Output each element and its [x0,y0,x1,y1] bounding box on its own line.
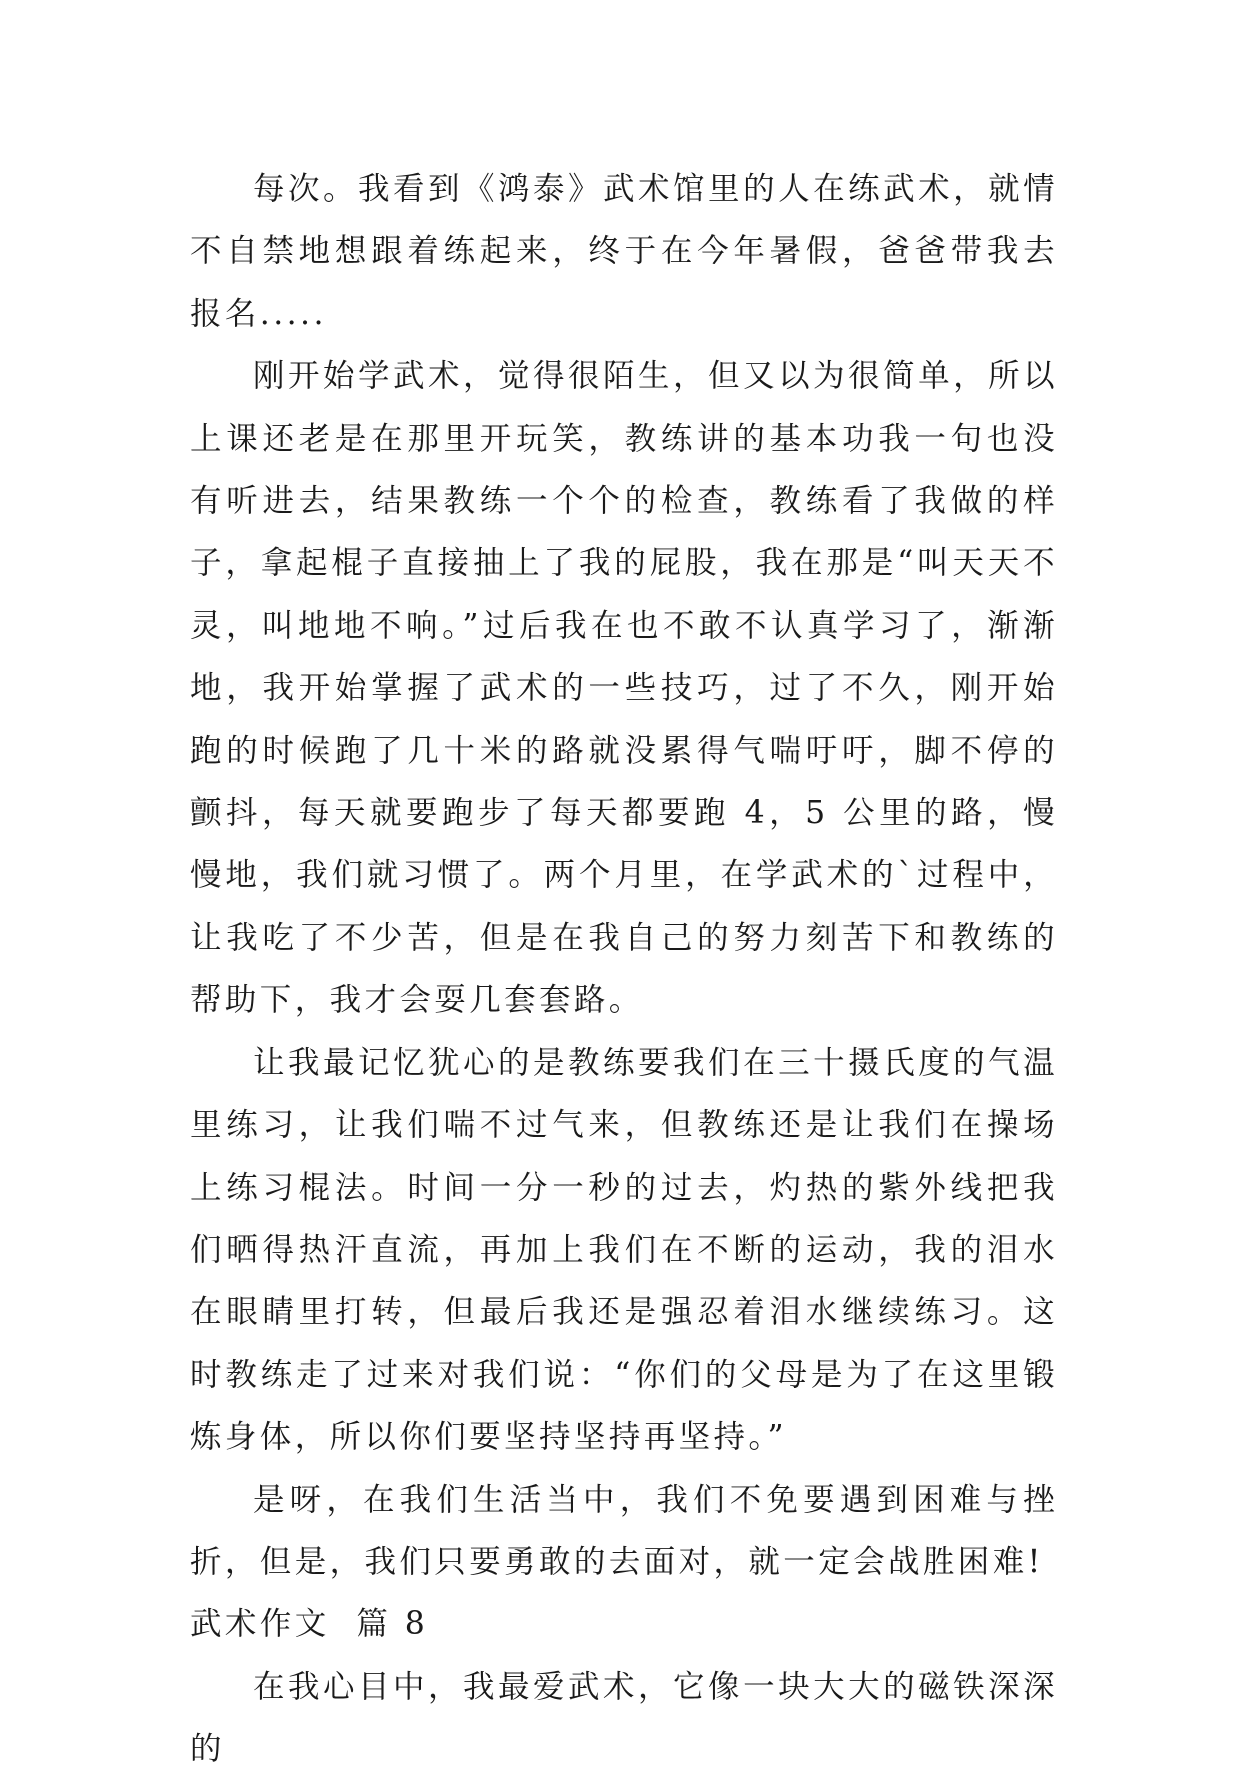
document-body [190,158,1058,1781]
paragraph-3: 让我最记忆犹心的是教练要我们在三十摄氏度的气温里练习，让我们喘不过气来，但教练还是让我们在操场上练习棍法。时间一分一秒的过去，灼热的紫外线把我们晒得热汗直流，再加上我们在不断的运动，我的泪水在眼睛里打转，但最后我还是强忍着泪水继续练习。这时教练走了过来对我们说：“你们的父母是为了在这里锻炼身体，所以你们要坚持坚持再坚持。” [190,1044,1058,1456]
paragraph-4: 是呀，在我们生活当中，我们不免要遇到困难与挫折，但是，我们只要勇敢的去面对，就一定会战胜困难! [190,1481,1058,1580]
section-heading: 武术作文 篇 8 [190,1606,429,1643]
paragraph-1: 每次。我看到《鸿泰》武术馆里的人在练武术，就情不自禁地想跟着练起来，终于在今年暑假，爸爸带我去报名..... [190,171,1058,332]
paragraph-5: 在我心目中，我最爱武术，它像一块大大的磁铁深深的 [190,1668,1058,1768]
paragraph-2: 刚开始学武术，觉得很陌生，但又以为很简单，所以上课还老是在那里开玩笑，教练讲的基本功我一句也没有听进去，结果教练一个个的检查，教练看了我做的样子，拿起棍子直接抽上了我的屁股，我在那是“叫天天不灵，叫地地不响。”过后我在也不敢不认真学习了，渐渐地，我开始掌握了武术的一些技巧，过了不久，刚开始跑的时候跑了几十米的路就没累得气喘吁吁，脚不停的颤抖，每天就要跑步了每天都要跑 4，5 公里的路，慢慢地，我们就习惯了。两个月里，在学武术的`过程中，让我吃了不少苦，但是在我自己的努力刻苦下和教练的帮助下，我才会耍几套套路。 [190,358,1058,1019]
